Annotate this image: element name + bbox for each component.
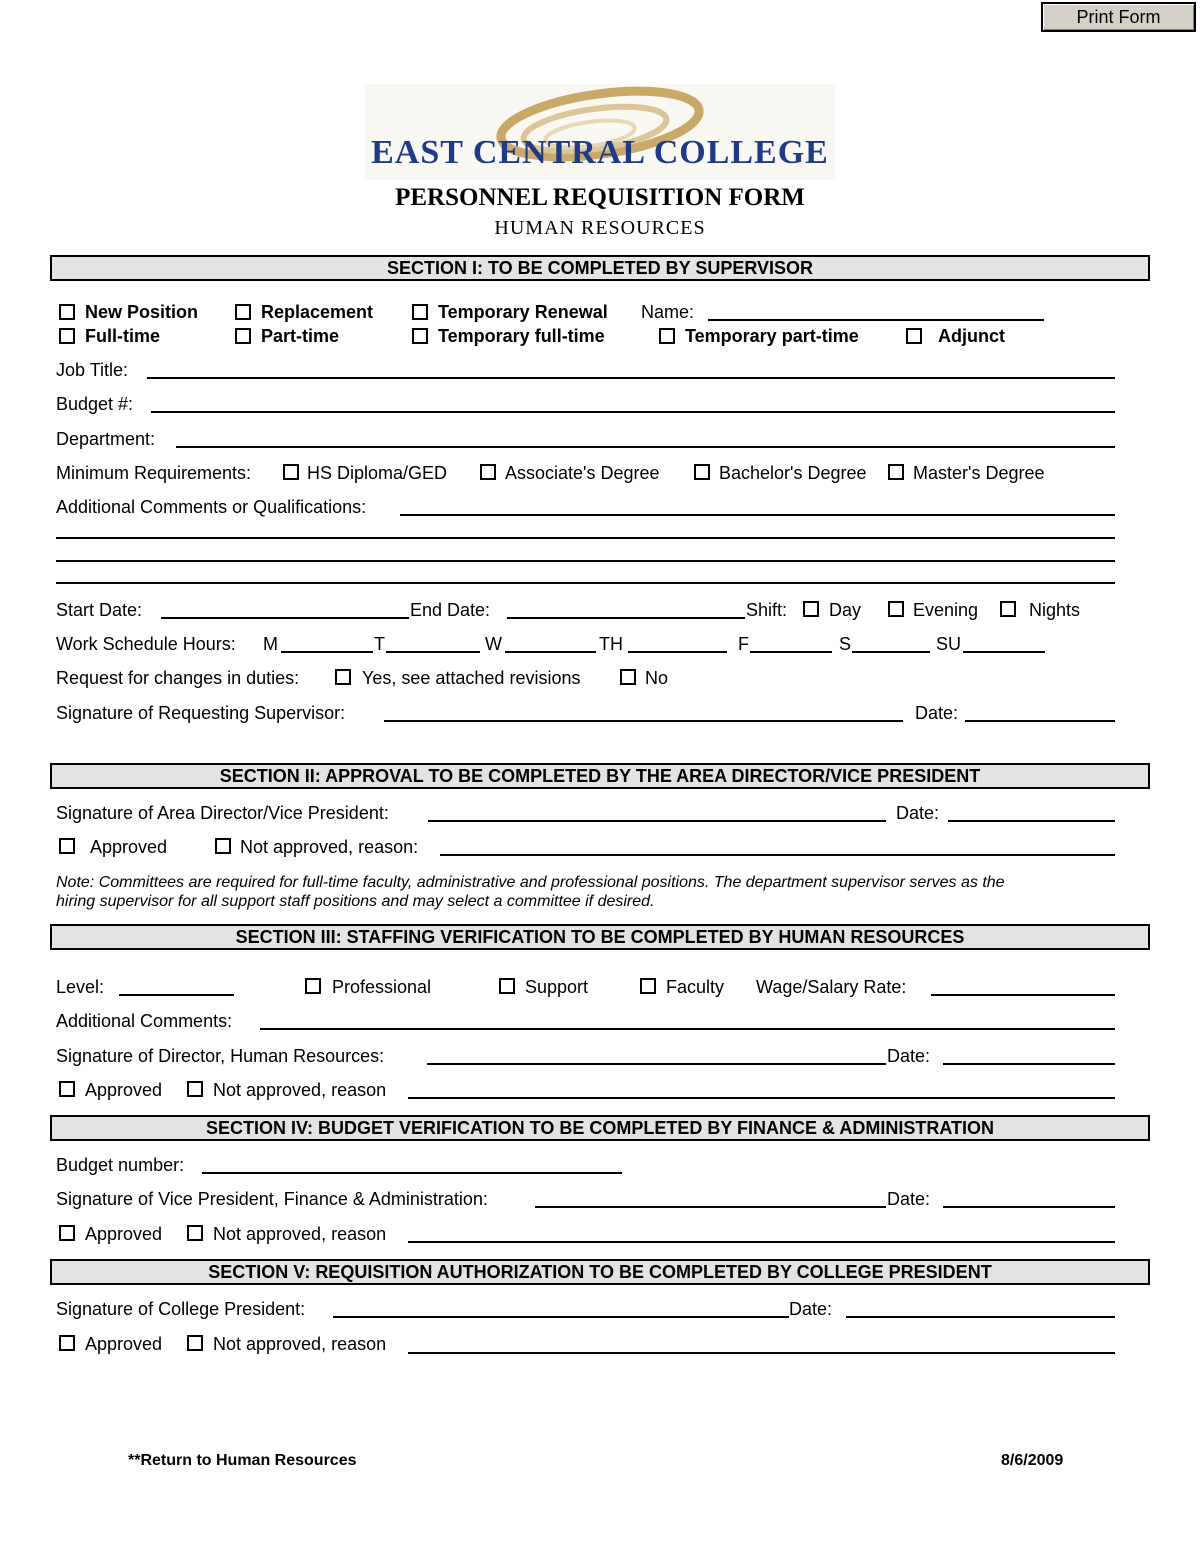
day-s-field[interactable] [852,651,930,653]
faculty-label: Faculty [666,977,725,997]
section3-not-approved-label: Not approved, reason [213,1080,387,1100]
level-label: Level: [56,977,105,997]
day-m-label: M [263,634,278,654]
adjunct-checkbox[interactable] [906,328,922,344]
college-logo [365,84,835,180]
day-t-field[interactable] [386,651,480,653]
faculty-checkbox[interactable] [640,978,656,994]
comments-field-4[interactable] [56,582,1115,584]
president-date-label: Date: [789,1299,833,1319]
bachelors-checkbox[interactable] [694,464,710,480]
vp-finance-signature-field[interactable] [535,1206,886,1208]
area-director-signature-field[interactable] [428,820,886,822]
part-time-label: Part-time [261,326,340,346]
budget-label: Budget #: [56,394,134,414]
day-f-field[interactable] [750,651,832,653]
shift-day-checkbox[interactable] [803,601,819,617]
section3-not-approved-checkbox[interactable] [187,1081,203,1097]
section-3-header: SECTION III: STAFFING VERIFICATION TO BE COMPLETED BY HUMAN RESOURCES [50,924,1150,950]
work-schedule-label: Work Schedule Hours: [56,634,236,654]
hr-comments-label: Additional Comments: [56,1011,233,1031]
level-field[interactable] [119,994,234,996]
budget-field[interactable] [151,411,1115,413]
min-req-label: Minimum Requirements: [56,463,252,483]
wage-field[interactable] [931,994,1115,996]
day-th-label: TH [599,634,623,654]
shift-label: Shift: [746,600,788,620]
form-date: 8/6/2009 [1001,1452,1064,1469]
form-title: PERSONNEL REQUISITION FORM [395,184,805,211]
committee-note-line-1: Note: Committees are required for full-time faculty, administrative and professional positions. The department supervisor serves as the [56,874,1005,891]
hr-director-date-label: Date: [887,1046,931,1066]
professional-checkbox[interactable] [305,978,321,994]
day-su-field[interactable] [963,651,1045,653]
replacement-checkbox[interactable] [235,304,251,320]
wage-label: Wage/Salary Rate: [756,977,907,997]
hr-director-signature-label: Signature of Director, Human Resources: [56,1046,385,1066]
changes-no-label: No [645,668,669,688]
logo-text: EAST CENTRAL COLLEGE [371,134,829,171]
name-field[interactable] [708,319,1044,321]
supervisor-signature-field[interactable] [384,720,903,722]
changes-yes-checkbox[interactable] [335,669,351,685]
replacement-label: Replacement [261,302,374,322]
section3-approved-label: Approved [85,1080,163,1100]
section5-reason-field[interactable] [408,1352,1115,1354]
section-5-header: SECTION V: REQUISITION AUTHORIZATION TO BE COMPLETED BY COLLEGE PRESIDENT [50,1259,1150,1285]
supervisor-date-label: Date: [915,703,959,723]
section2-approved-label: Approved [90,837,168,857]
section4-approved-checkbox[interactable] [59,1225,75,1241]
vp-finance-signature-label: Signature of Vice President, Finance & Administration: [56,1189,488,1209]
hr-director-date-field[interactable] [943,1063,1115,1065]
job-title-label: Job Title: [56,360,129,380]
day-w-label: W [485,634,502,654]
section2-not-approved-label: Not approved, reason: [240,837,419,857]
day-w-field[interactable] [505,651,596,653]
president-date-field[interactable] [846,1316,1115,1318]
department-label: Department: [56,429,156,449]
day-su-label: SU [936,634,962,654]
temporary-part-time-label: Temporary part-time [685,326,859,346]
bachelors-label: Bachelor's Degree [719,463,867,483]
temporary-full-time-label: Temporary full-time [438,326,605,346]
shift-evening-checkbox[interactable] [888,601,904,617]
return-note: **Return to Human Resources [128,1452,357,1469]
start-date-field[interactable] [161,617,409,619]
temporary-renewal-checkbox[interactable] [412,304,428,320]
shift-nights-checkbox[interactable] [1000,601,1016,617]
professional-label: Professional [332,977,432,997]
section5-not-approved-checkbox[interactable] [187,1335,203,1351]
changes-yes-label: Yes, see attached revisions [362,668,581,688]
section3-approved-checkbox[interactable] [59,1081,75,1097]
adjunct-label: Adjunct [938,326,1005,346]
day-th-field[interactable] [628,651,727,653]
day-f-label: F [738,634,749,654]
shift-day-label: Day [829,600,862,620]
hr-comments-field[interactable] [260,1028,1115,1030]
hs-diploma-checkbox[interactable] [283,464,299,480]
section5-approved-checkbox[interactable] [59,1335,75,1351]
comments-field-1[interactable] [400,514,1115,516]
part-time-checkbox[interactable] [235,328,251,344]
area-director-date-label: Date: [896,803,940,823]
name-label: Name: [641,302,695,322]
job-title-field[interactable] [147,377,1115,379]
end-date-field[interactable] [507,617,745,619]
temporary-renewal-label: Temporary Renewal [438,302,608,322]
changes-no-checkbox[interactable] [620,669,636,685]
shift-nights-label: Nights [1029,600,1081,620]
section4-approved-label: Approved [85,1224,163,1244]
support-checkbox[interactable] [499,978,515,994]
section5-approved-label: Approved [85,1334,163,1354]
hs-diploma-label: HS Diploma/GED [307,463,448,483]
print-form-button[interactable]: Print Form [1041,2,1196,32]
section-1-header: SECTION I: TO BE COMPLETED BY SUPERVISOR [50,255,1150,281]
day-s-label: S [839,634,852,654]
form-subtitle: HUMAN RESOURCES [494,217,706,239]
president-signature-label: Signature of College President: [56,1299,306,1319]
full-time-label: Full-time [85,326,160,346]
full-time-checkbox[interactable] [59,328,75,344]
masters-label: Master's Degree [913,463,1045,483]
changes-label: Request for changes in duties: [56,668,300,688]
budget-number-label: Budget number: [56,1155,185,1175]
president-signature-field[interactable] [333,1316,789,1318]
comments-field-2[interactable] [56,537,1115,539]
section4-reason-field[interactable] [408,1241,1115,1243]
comments-field-3[interactable] [56,560,1115,562]
section3-reason-field[interactable] [408,1097,1115,1099]
temporary-full-time-checkbox[interactable] [412,328,428,344]
support-label: Support [525,977,589,997]
supervisor-date-field[interactable] [965,720,1115,722]
section2-approved-checkbox[interactable] [59,838,75,854]
end-date-label: End Date: [410,600,491,620]
area-director-date-field[interactable] [948,820,1115,822]
section2-reason-field[interactable] [440,854,1115,856]
associates-label: Associate's Degree [505,463,660,483]
section4-not-approved-label: Not approved, reason [213,1224,387,1244]
start-date-label: Start Date: [56,600,143,620]
area-director-signature-label: Signature of Area Director/Vice President: [56,803,389,823]
temporary-part-time-checkbox[interactable] [659,328,675,344]
supervisor-signature-label: Signature of Requesting Supervisor: [56,703,346,723]
associates-checkbox[interactable] [480,464,496,480]
new-position-checkbox[interactable] [59,304,75,320]
committee-note-line-2: hiring supervisor for all support staff positions and may select a committee if desired. [56,893,655,910]
day-m-field[interactable] [281,651,373,653]
comments-label: Additional Comments or Qualifications: [56,497,367,517]
day-t-label: T [374,634,385,654]
section4-not-approved-checkbox[interactable] [187,1225,203,1241]
department-field[interactable] [176,446,1115,448]
masters-checkbox[interactable] [888,464,904,480]
section-4-header: SECTION IV: BUDGET VERIFICATION TO BE COMPLETED BY FINANCE & ADMINISTRATION [50,1115,1150,1141]
new-position-label: New Position [85,302,199,322]
vp-finance-date-label: Date: [887,1189,931,1209]
section5-not-approved-label: Not approved, reason [213,1334,387,1354]
shift-evening-label: Evening [913,600,979,620]
hr-director-signature-field[interactable] [427,1063,886,1065]
vp-finance-date-field[interactable] [943,1206,1115,1208]
section-2-header: SECTION II: APPROVAL TO BE COMPLETED BY THE AREA DIRECTOR/VICE PRESIDENT [50,763,1150,789]
section2-not-approved-checkbox[interactable] [215,838,231,854]
budget-number-field[interactable] [202,1172,622,1174]
